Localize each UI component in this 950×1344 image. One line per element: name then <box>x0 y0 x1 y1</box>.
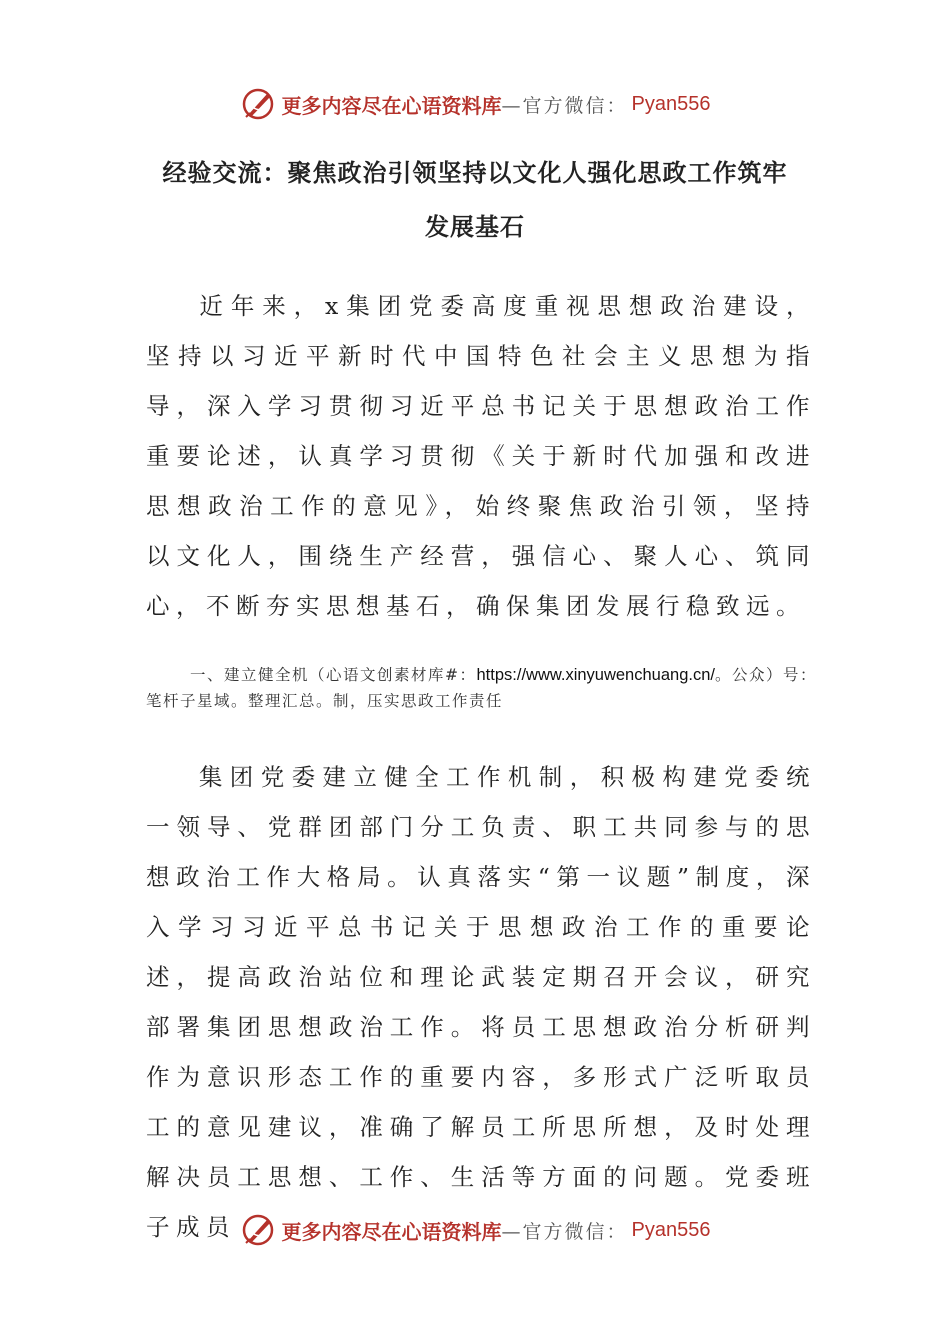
banner-suffix-text: —官方微信： <box>501 94 628 117</box>
title-line-1: 经验交流：聚焦政治引领坚持以文化人强化思政工作筑牢 <box>162 158 788 187</box>
banner-main-text: 更多内容尽在心语资料库 <box>281 93 502 118</box>
intro-paragraph-text: 近年来，x集团党委高度重视思想政治建设，坚持以习近平新时代中国特色社会主义思想为指导，深入学习贯彻习近平总书记关于思想政治工作重要论述，认真学习贯彻《关于新时代加强和改进思想政治工作的意见》，始终聚焦政治引领，坚持以文化人，围绕生产经营，强信心、聚人心、筑同心，不断夯实思想基石，确保集团发展行稳致远。 <box>146 292 816 620</box>
banner-wechat-id: Pyan556 <box>631 1218 711 1241</box>
quill-pen-logo-icon <box>240 86 276 122</box>
section-heading-url[interactable]: https://www.xinyuwenchuang.cn/ <box>476 666 715 684</box>
banner-main-text: 更多内容尽在心语资料库 <box>281 1219 502 1244</box>
intro-paragraph <box>146 281 816 631</box>
quill-pen-logo-icon <box>240 1212 276 1248</box>
section-paragraph <box>146 752 816 1252</box>
footer-banner <box>0 1208 950 1252</box>
section-heading-part2: 。公众）号：笔杆子星域。整理汇总。制，压实思政工作责任 <box>146 666 817 710</box>
header-banner <box>0 82 950 126</box>
document-title <box>120 146 830 254</box>
banner-suffix-text: —官方微信： <box>501 1220 628 1243</box>
banner-wechat-id: Pyan556 <box>631 92 711 115</box>
title-line-2: 发展基石 <box>425 212 525 241</box>
section-heading-part1: 一、建立健全机（心语文创素材库#： <box>190 666 477 684</box>
section-heading <box>146 662 826 714</box>
section-paragraph-text: 集团党委建立健全工作机制，积极构建党委统一领导、党群团部门分工负责、职工共同参与的思想政治工作大格局。认真落实“第一议题”制度，深入学习习近平总书记关于思想政治工作的重要论述，提高政治站位和理论武装定期召开会议，研究部署集团思想政治工作。将员工思想政治分析研判作为意识形态工作的重要内容，多形式广泛听取员工的意见建议，准确了解员工所思所想，及时处理解决员工思想、工作、生活等方面的问题。党委班子成员 <box>146 763 816 1241</box>
